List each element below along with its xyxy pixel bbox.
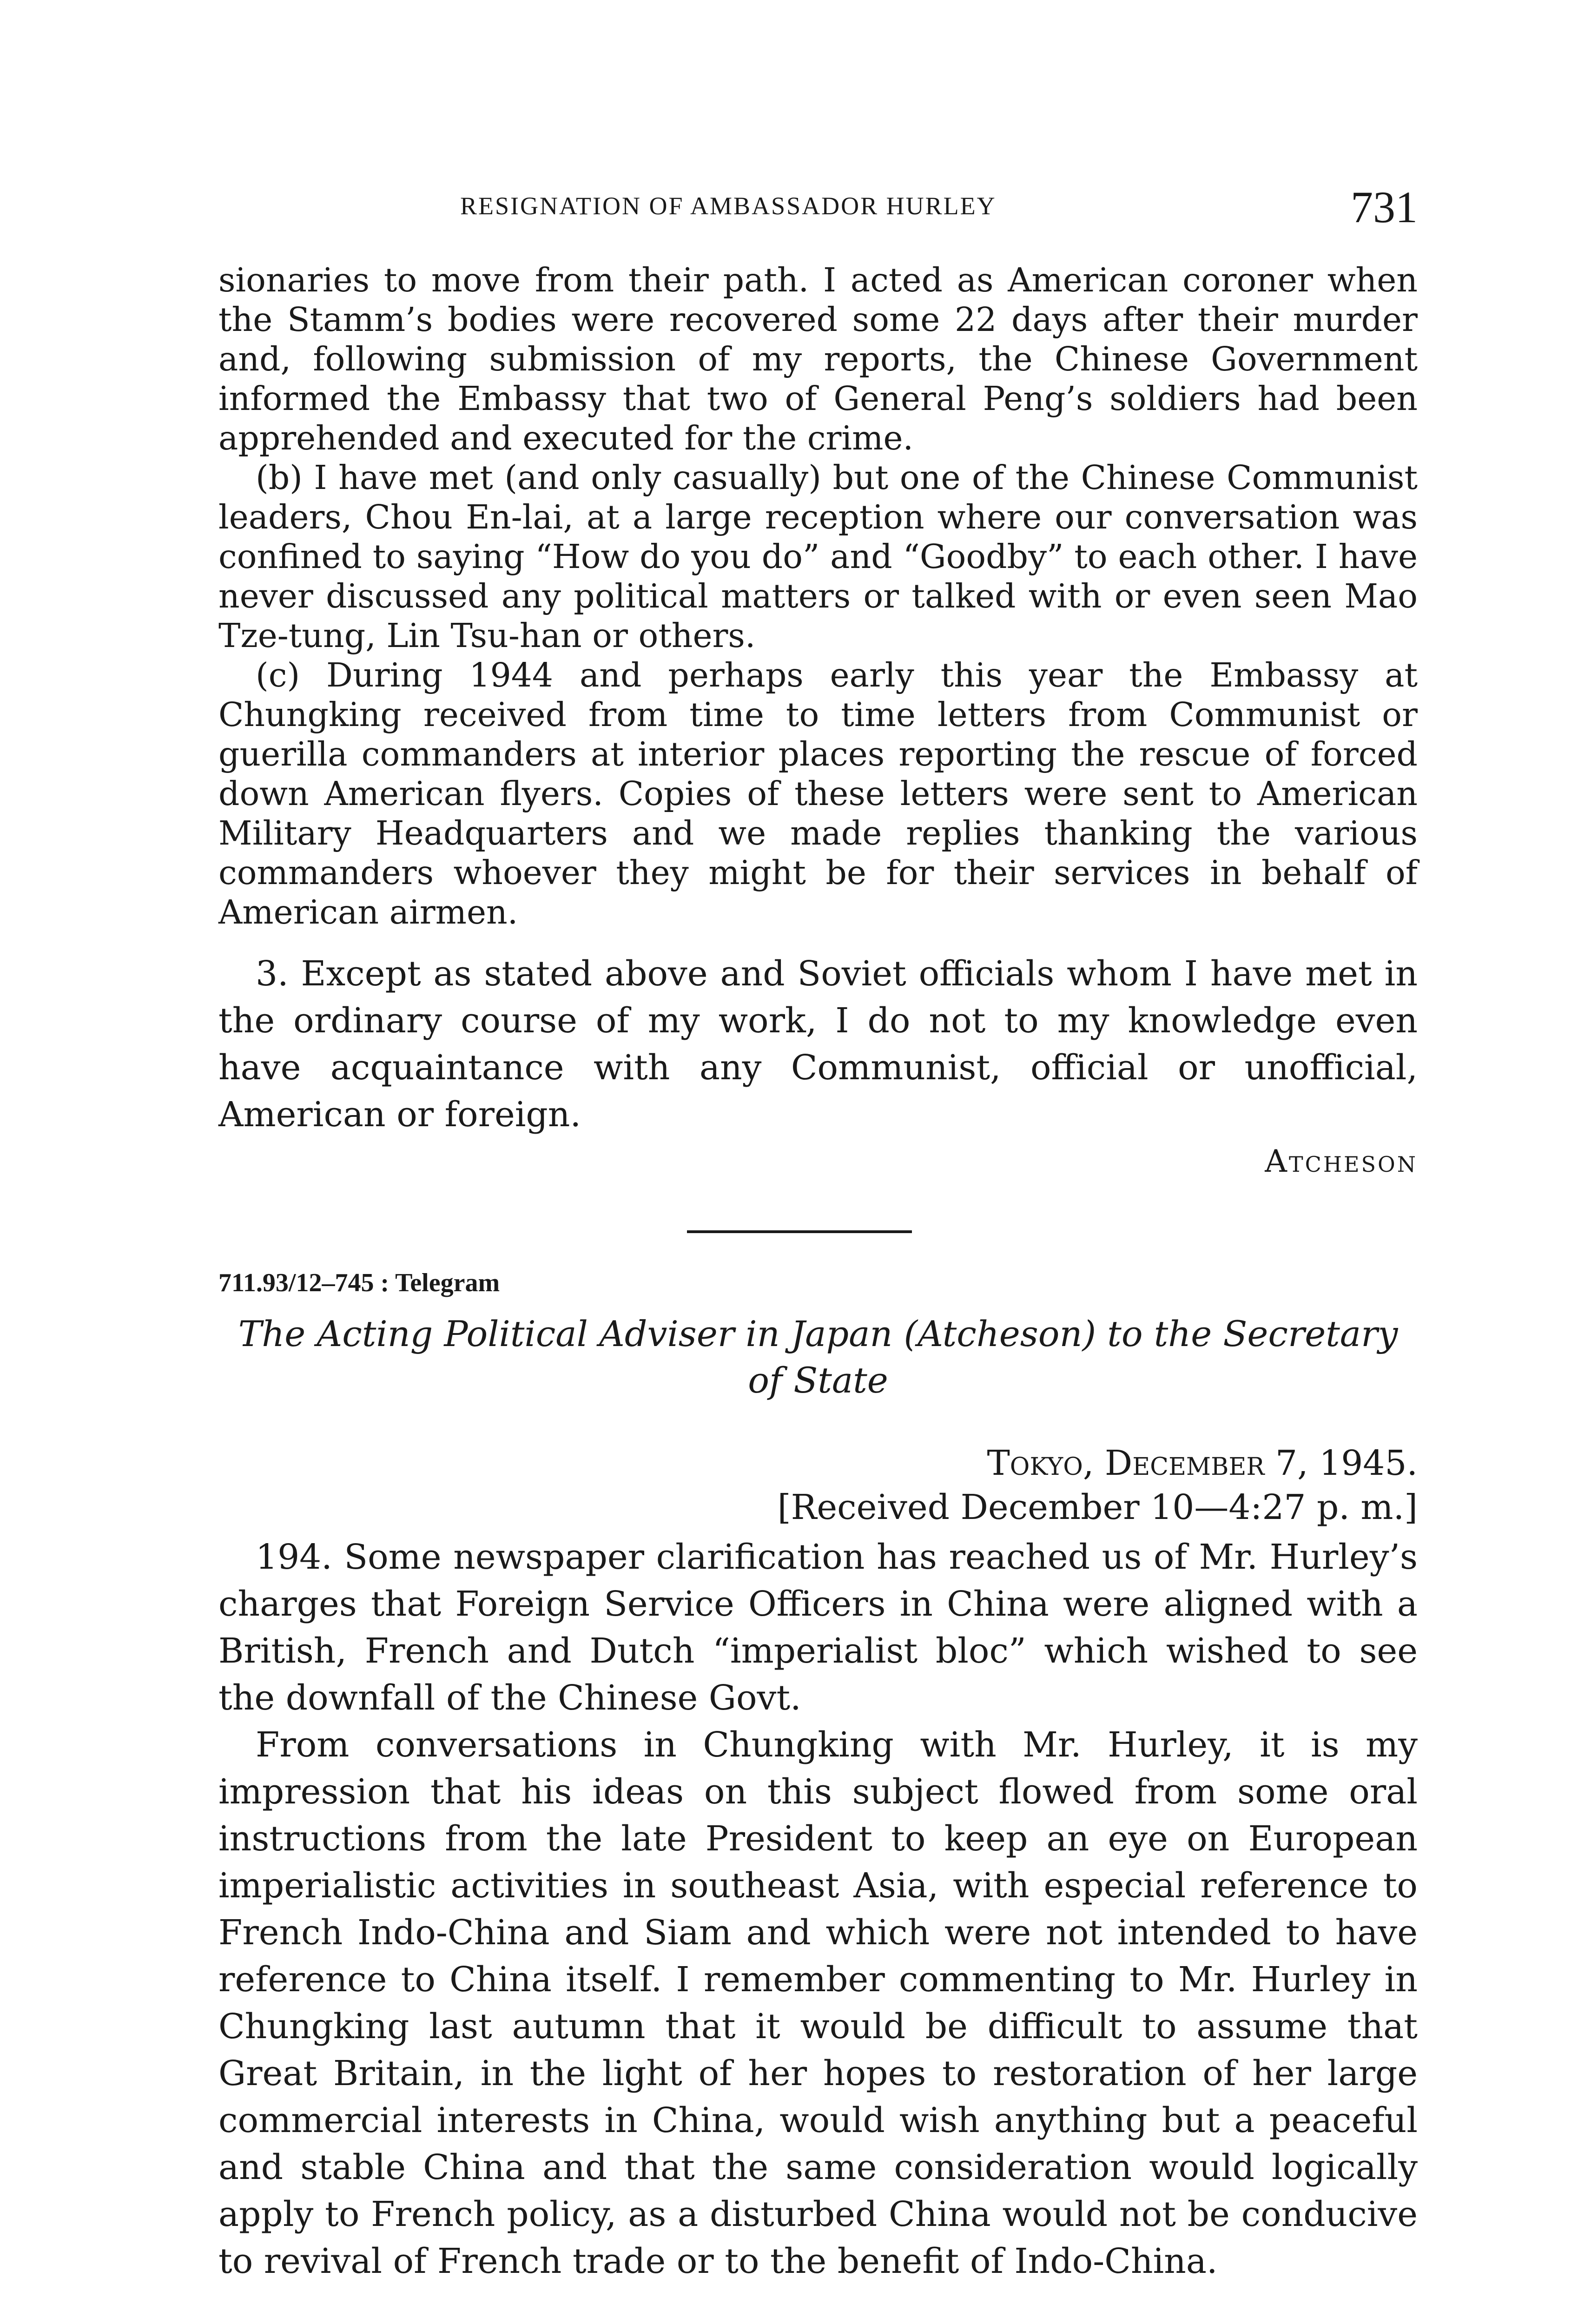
paragraph: 3. Except as stated above and Soviet officials whom I have met in the ordinary course of my work, I do not to my knowledge even have acquaintance with any Communist, official or unofficial, American or foreign. (218, 954, 1418, 1135)
section-divider (687, 1230, 912, 1233)
letter-body-continued (218, 260, 1418, 932)
paragraph: From conversations in Chungking with Mr. Hurley, it is my impression that his ideas on this subject flowed from some oral instructions from the late President to keep an eye on European imperialistic activities in southeast Asia, with especial reference to French Indo-China and Siam and which were not intended to have reference to China itself. I remember commenting to Mr. Hurley in Chungking last autumn that it would be difficult to assume that Great Britain, in the light of her hopes to restoration of her large commercial interests in China, would wish anything but a peaceful and stable China and that the same consideration would logically apply to French policy, as a disturbed China would not be conducive to revival of French trade or to the benefit of Indo-China. (218, 1725, 1418, 2281)
document-title (218, 1311, 1418, 1404)
page-header (218, 181, 1418, 237)
paragraph: (b) I have met (and only casually) but one of the Chinese Communist leaders, Chou En-lai, at a large reception where our conversation was confined to saying “How do you do” and “Goodby” to each other. I have never discussed any political matters or talked with or even seen Mao Tze-tung, Lin Tsu-han or others. (218, 458, 1418, 655)
paragraph: sionaries to move from their path. I acted as American coroner when the Stamm’s bodies were recovered some 22 days after their murder and, following submission of my reports, the Chinese Government informed the Embassy that two of General Peng’s soldiers had been apprehended and executed for the crime. (218, 261, 1418, 457)
paragraph: 194. Some newspaper clarification has reached us of Mr. Hurley’s charges that Foreign Service Officers in China were aligned with a British, French and Dutch “imperialist bloc” which wished to see the downfall of the Chinese Govt. (218, 1537, 1418, 1718)
telegram-body (218, 1534, 1418, 2285)
file-reference: 711.93/12–745 : Telegram (218, 1268, 500, 1297)
section-three (218, 951, 1418, 1138)
document-title-line: of State (748, 1360, 888, 1401)
dateline: Tokyo, December 7, 1945. (987, 1443, 1418, 1483)
document-title-line: The Acting Political Adviser in Japan (Atcheson) to the Secretary (238, 1313, 1398, 1354)
received-note: [Received December 10—4:27 p. m.] (777, 1487, 1418, 1527)
paragraph: (c) During 1944 and perhaps early this year the Embassy at Chungking received from time to time letters from Communist or guerilla commanders at interior places reporting the rescue of forced down American flyers. Copies of these letters were sent to American Military Headquarters and we made replies thanking the various commanders whoever they might be for their services in behalf of American airmen. (218, 656, 1418, 931)
page-number: 731 (1351, 182, 1418, 232)
signature: Atcheson (1265, 1143, 1418, 1179)
running-title: RESIGNATION OF AMBASSADOR HURLEY (460, 192, 997, 220)
